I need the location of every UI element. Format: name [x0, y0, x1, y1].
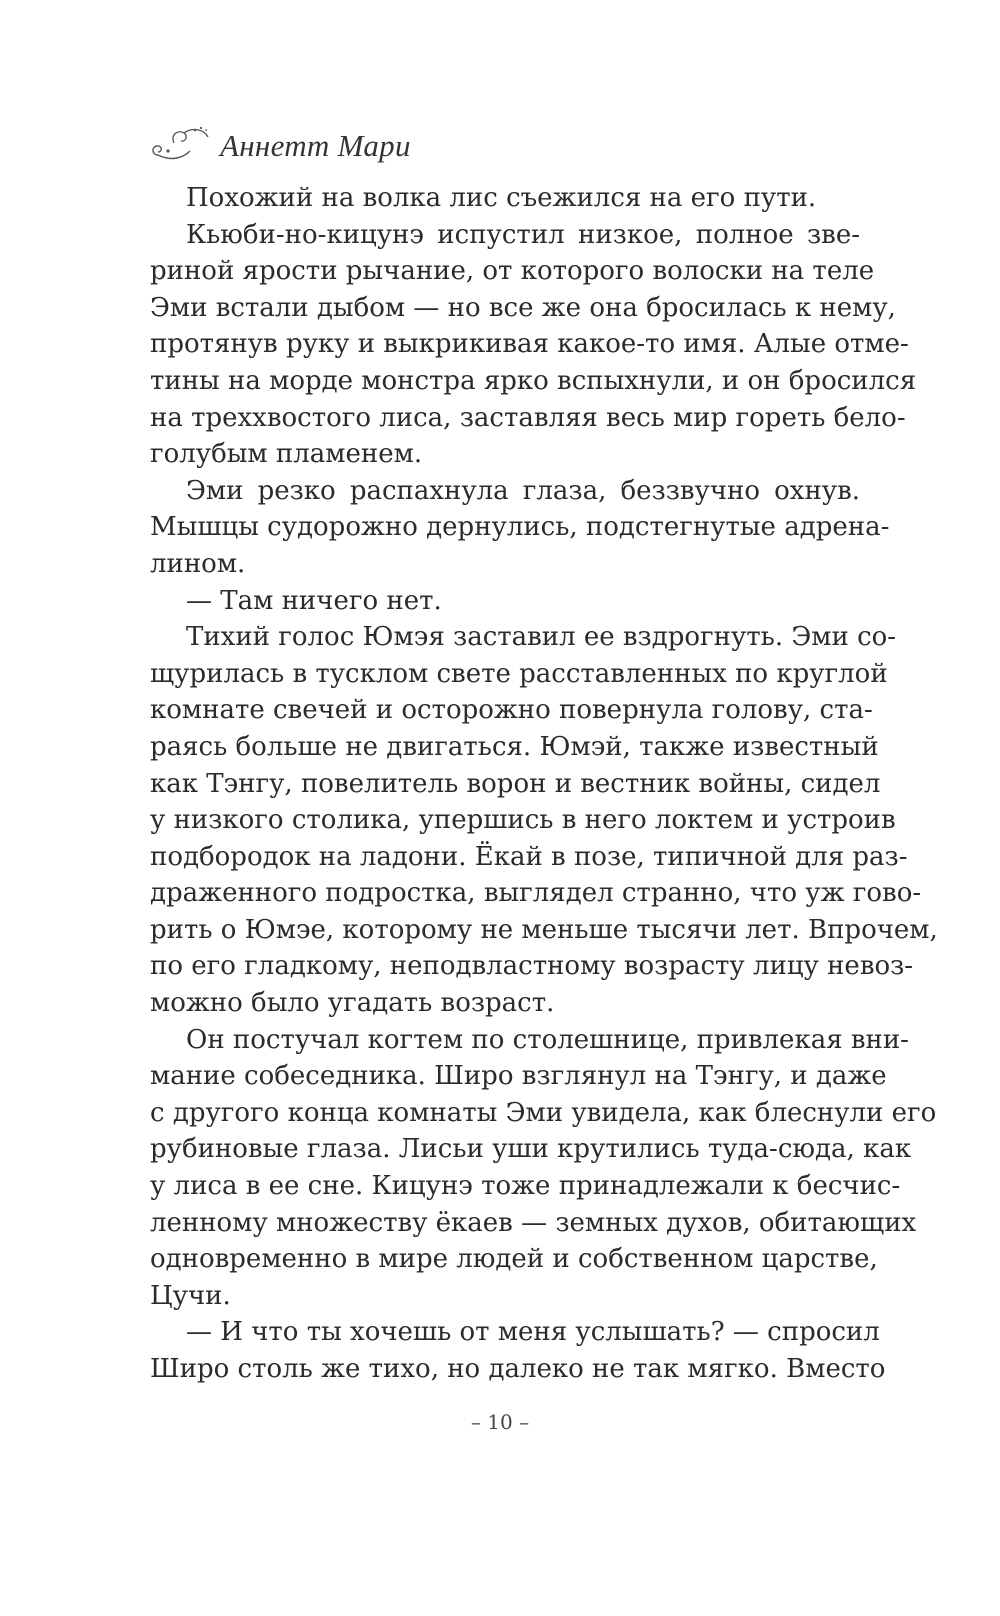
text-line: мание собеседника. Широ взглянул на Тэнгу, и даже — [150, 1061, 887, 1092]
body-text — [150, 180, 938, 1388]
text-line: — И что ты хочешь от меня услышать? — спросил — [186, 1317, 880, 1348]
text-line: Цучи. — [150, 1280, 231, 1311]
text-line: лином. — [150, 548, 246, 579]
text-line: комнате свечей и осторожно повернула голову, ста- — [150, 695, 873, 726]
text-line: на треххвостого лиса, заставляя весь мир гореть бело- — [150, 402, 906, 433]
running-head — [148, 118, 411, 174]
text-line: рить о Юмэе, которому не меньше тысячи лет. Впрочем, — [150, 914, 938, 945]
text-line: драженного подростка, выглядел странно, что уж гово- — [150, 878, 922, 909]
running-head-author: Аннетт Мари — [220, 128, 411, 163]
text-line: Похожий на волка лис съежился на его пути. — [186, 183, 817, 213]
flourish-ornament-icon — [148, 121, 226, 171]
text-line: Эми резко распахнула глаза, беззвучно охнув. — [186, 475, 860, 506]
text-line: можно было угадать возраст. — [150, 988, 555, 1019]
text-line: как Тэнгу, повелитель ворон и вестник войны, сидел — [150, 768, 881, 799]
text-line: протянув руку и выкрикивая какое-то имя. Алые отме- — [150, 329, 909, 360]
text-line: рубиновые глаза. Лисьи уши крутились туда-сюда, как — [150, 1134, 912, 1165]
text-line: риной ярости рычание, от которого волоски на теле — [150, 256, 875, 287]
text-line: с другого конца комнаты Эми увидела, как блеснули его — [150, 1097, 937, 1128]
text-line: ленному множеству ёкаев — земных духов, обитающих — [150, 1207, 917, 1238]
page-number: – 10 – — [470, 1410, 530, 1434]
text-line: Тихий голос Юмэя заставил ее вздрогнуть. Эми со- — [186, 622, 897, 653]
text-line: у лиса в ее сне. Кицунэ тоже принадлежали к бесчис- — [150, 1171, 901, 1202]
text-line: у низкого столика, упершись в него локтем и устроив — [150, 805, 896, 836]
text-line: щурилась в тусклом свете расставленных по круглой — [150, 658, 888, 689]
text-line: — Там ничего нет. — [186, 585, 442, 616]
text-line: раясь больше не двигаться. Юмэй, также известный — [150, 731, 879, 762]
text-line: по его гладкому, неподвластному возрасту лицу невоз- — [150, 951, 914, 982]
text-line: Эми встали дыбом — но все же она бросилась к нему, — [150, 292, 896, 323]
text-line: Широ столь же тихо, но далеко не так мягко. Вместо — [150, 1354, 886, 1384]
text-line: Он постучал когтем по столешнице, привлекая вни- — [186, 1024, 909, 1055]
text-line: одновременно в мире людей и собственном царстве, — [150, 1244, 878, 1275]
text-line: тины на морде монстра ярко вспыхнули, и он бросился — [150, 365, 917, 396]
text-line: голубым пламенем. — [150, 439, 423, 470]
text-line: Кьюби-но-кицунэ испустил низкое, полное зве- — [186, 219, 860, 250]
text-line: Мышцы судорожно дернулись, подстегнутые адрена- — [150, 512, 890, 543]
text-line: подбородок на ладони. Ёкай в позе, типичной для раз- — [150, 841, 908, 872]
